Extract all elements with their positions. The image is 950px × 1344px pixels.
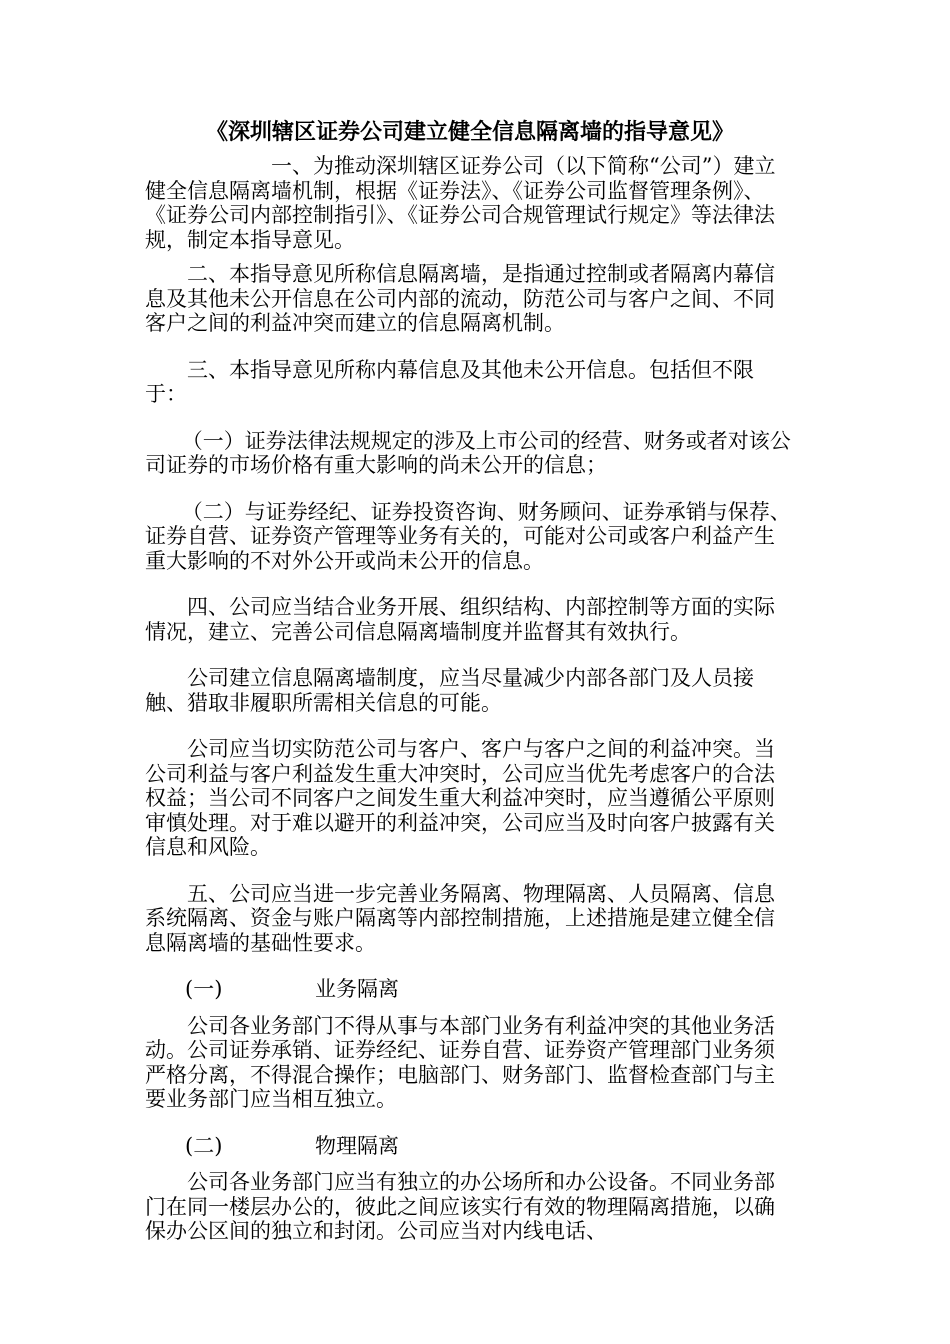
paragraph-7: 公司建立信息隔离墙制度，应当尽量减少内部各部门及人员接触、猎取非履职所需相关信息的可能。 bbox=[145, 666, 754, 715]
section-heading-number: (一) bbox=[185, 977, 223, 1001]
document-page bbox=[145, 118, 825, 1254]
section-heading-text: 物理隔离 bbox=[315, 1133, 399, 1158]
paragraph-2: 二、本指导意见所称信息隔离墙，是指通过控制或者隔离内幕信息及其他未公开信息在公司内部的流动，防范公司与客户之间、不同客户之间的利益冲突而建立的信息隔离机制。 bbox=[145, 262, 775, 335]
paragraph-1: 一、为推动深圳辖区证券公司（以下简称“公司”）建立健全信息隔离墙机制，根据《证券法》、《证券公司监督管理条例》、《证券公司内部控制指引》、《证券公司合规管理试行规定》等法律法规，制定本指导意见。 bbox=[145, 154, 776, 252]
paragraph-9: 五、公司应当进一步完善业务隔离、物理隔离、人员隔离、信息系统隔离、资金与账户隔离等内部控制措施，上述措施是建立健全信息隔离墙的基础性要求。 bbox=[145, 881, 775, 955]
paragraph-3: 三、本指导意见所称内幕信息及其他未公开信息。包括但不限于： bbox=[145, 357, 754, 406]
section-heading-business-isolation bbox=[145, 977, 825, 1002]
paragraph-11: 公司各业务部门应当有独立的办公场所和办公设备。不同业务部门在同一楼层办公的，彼此之间应该实行有效的物理隔离措施，以确保办公区间的独立和封闭。公司应当对内线电话、 bbox=[145, 1170, 775, 1243]
paragraph-6: 四、公司应当结合业务开展、组织结构、内部控制等方面的实际情况，建立、完善公司信息隔离墙制度并监督其有效执行。 bbox=[145, 595, 775, 644]
paragraph-4: （一）证券法律法规规定的涉及上市公司的经营、财务或者对该公司证券的市场价格有重大影响的尚未公开的信息； bbox=[145, 428, 791, 477]
paragraph-10: 公司各业务部门不得从事与本部门业务有利益冲突的其他业务活动。公司证券承销、证券经纪、证券自营、证券资产管理部门业务须严格分离，不得混合操作；电脑部门、财务部门、监督检查部门与主要业务部门应当相互独立。 bbox=[145, 1013, 775, 1111]
section-heading-physical-isolation bbox=[145, 1134, 825, 1159]
paragraph-8: 公司应当切实防范公司与客户、客户与客户之间的利益冲突。当公司利益与客户利益发生重大冲突时，公司应当优先考虑客户的合法权益；当公司不同客户之间发生重大利益冲突时，应当遵循公平原则审慎处理。对于难以避开的利益冲突，公司应当及时向客户披露有关信息和风险。 bbox=[145, 737, 775, 859]
section-heading-text: 业务隔离 bbox=[315, 977, 399, 1001]
paragraph-5: （二）与证券经纪、证券投资咨询、财务顾问、证券承销与保荐、证券自营、证券资产管理等业务有关的，可能对公司或客户利益产生重大影响的不对外公开或尚未公开的信息。 bbox=[145, 499, 791, 573]
section-heading-number: (二) bbox=[185, 1133, 223, 1158]
document-title: 《深圳辖区证券公司建立健全信息隔离墙的指导意见》 bbox=[205, 120, 734, 145]
